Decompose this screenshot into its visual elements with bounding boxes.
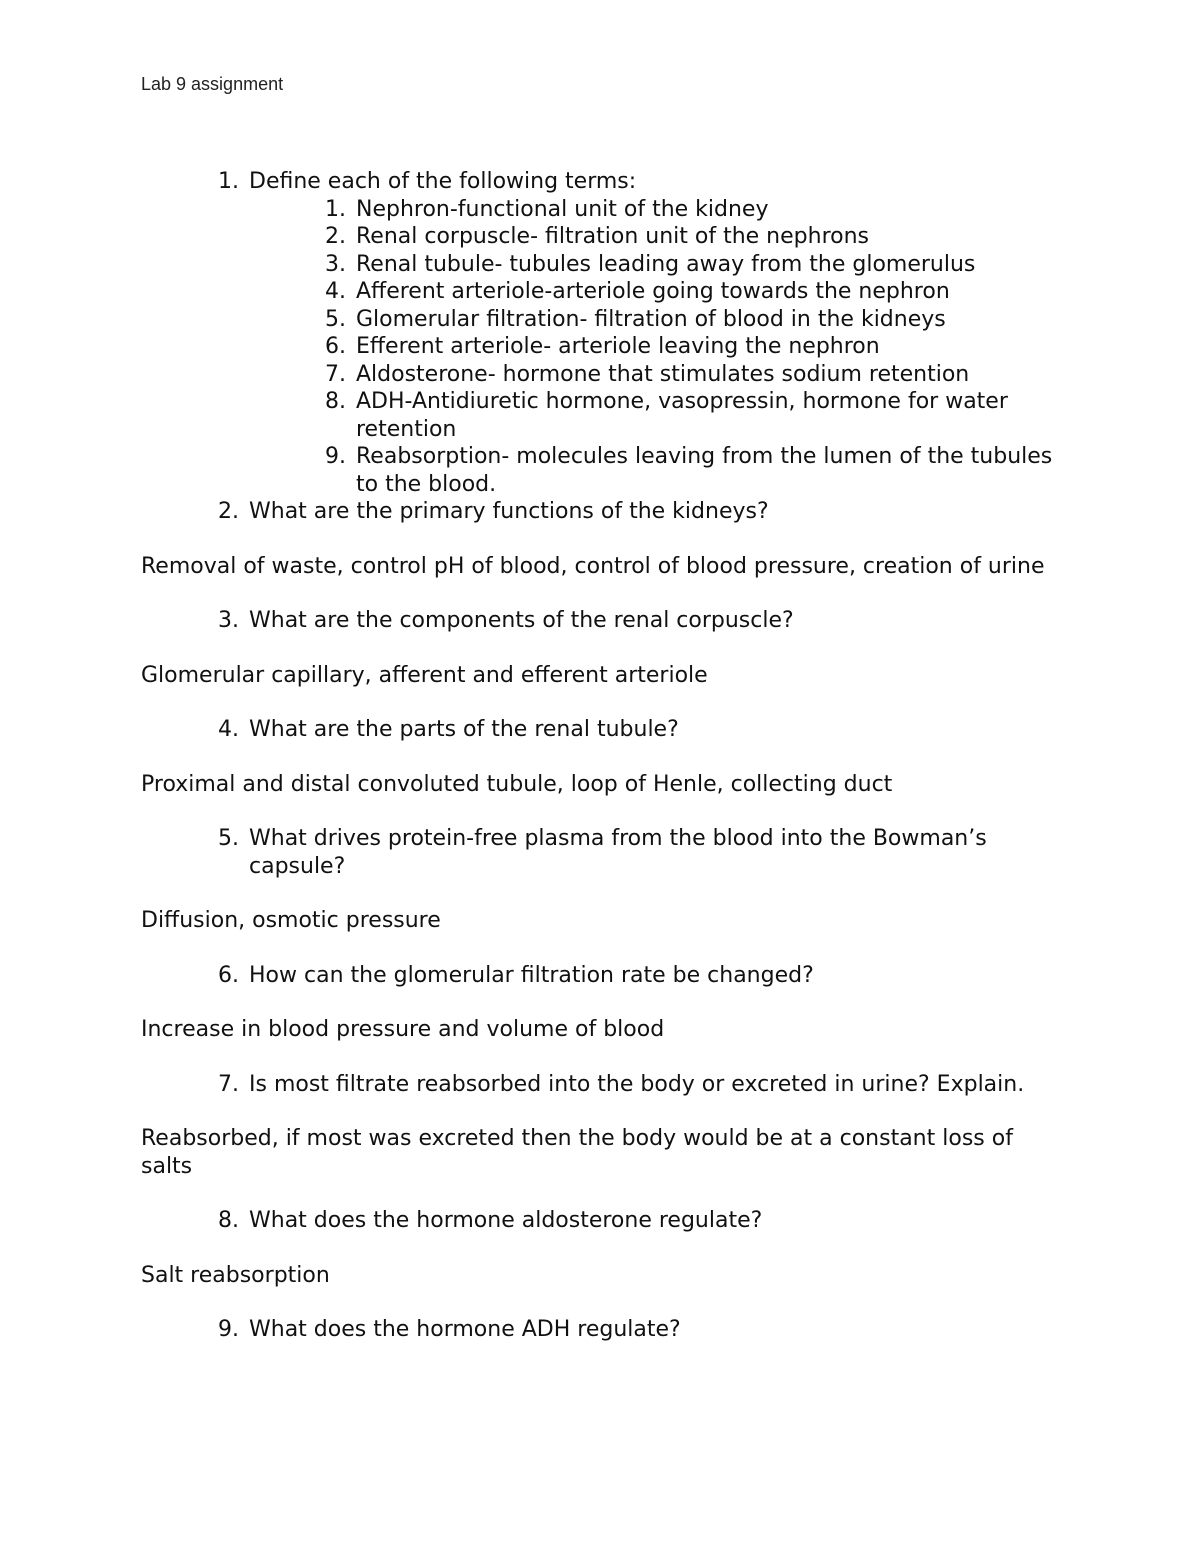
term-text: Afferent arteriole-arteriole going towards the nephron — [356, 279, 950, 304]
term-text: Renal corpuscle- filtration unit of the nephrons — [356, 224, 869, 249]
document-body — [0, 168, 1200, 1344]
question-3 — [0, 607, 1200, 635]
spacer — [0, 798, 1200, 825]
term-number: 5. — [325, 306, 346, 332]
spacer — [0, 580, 1200, 607]
spacer — [0, 989, 1200, 1016]
term-item — [0, 306, 1200, 334]
answer-7: Reabsorbed, if most was excreted then the body would be at a constant loss of salts — [141, 1126, 1013, 1179]
answer-8: Salt reabsorption — [141, 1262, 330, 1288]
term-number: 9. — [325, 444, 346, 469]
question-text: How can the glomerular filtration rate be changed? — [249, 962, 814, 988]
term-number: 3. — [325, 251, 346, 277]
question-number: 3. — [218, 608, 239, 633]
question-text: Define each of the following terms: — [249, 169, 637, 194]
term-number: 8. — [325, 389, 346, 414]
question-text: What does the hormone ADH regulate? — [249, 1317, 681, 1342]
answer-3: Glomerular capillary, afferent and efferent arteriole — [141, 662, 708, 688]
question-6 — [0, 962, 1200, 990]
spacer — [0, 1180, 1200, 1207]
answer-6: Increase in blood pressure and volume of blood — [141, 1017, 665, 1042]
term-item — [0, 333, 1200, 361]
answer-4: Proximal and distal convoluted tubule, loop of Henle, collecting duct — [141, 771, 893, 797]
answer-2: Removal of waste, control pH of blood, control of blood pressure, creation of urine — [141, 553, 1045, 579]
question-number: 8. — [218, 1208, 239, 1233]
term-item — [0, 251, 1200, 279]
term-item — [0, 278, 1200, 306]
question-8 — [0, 1207, 1200, 1235]
spacer — [0, 635, 1200, 662]
question-number: 1. — [218, 169, 239, 194]
term-number: 2. — [325, 224, 346, 249]
question-5 — [0, 825, 1200, 880]
question-2 — [0, 498, 1200, 526]
term-item — [0, 443, 1200, 498]
question-text: What are the components of the renal corpuscle? — [249, 608, 794, 633]
spacer — [0, 689, 1200, 716]
answer-5: Diffusion, osmotic pressure — [141, 908, 441, 933]
term-text: Nephron-functional unit of the kidney — [356, 196, 769, 222]
spacer — [0, 1235, 1200, 1262]
question-text: What are the parts of the renal tubule? — [249, 717, 679, 742]
question-7 — [0, 1071, 1200, 1099]
spacer — [0, 1044, 1200, 1071]
term-text: Aldosterone- hormone that stimulates sodium retention — [356, 361, 970, 387]
question-1 — [0, 168, 1200, 196]
spacer — [0, 744, 1200, 771]
question-text: What does the hormone aldosterone regulate? — [249, 1208, 763, 1233]
spacer — [0, 1098, 1200, 1125]
question-number: 9. — [218, 1317, 239, 1342]
term-item — [0, 223, 1200, 251]
term-text: ADH-Antidiuretic hormone, vasopressin, hormone for water retention — [356, 389, 1008, 442]
question-9 — [0, 1316, 1200, 1344]
term-text: Glomerular filtration- filtration of blood in the kidneys — [356, 306, 946, 332]
term-item — [0, 196, 1200, 224]
question-number: 7. — [218, 1071, 239, 1097]
document-header: Lab 9 assignment — [141, 74, 284, 94]
question-number: 2. — [218, 499, 239, 524]
term-number: 7. — [325, 361, 346, 387]
term-item — [0, 361, 1200, 389]
question-text: Is most filtrate reabsorbed into the body or excreted in urine? Explain. — [249, 1071, 1025, 1097]
spacer — [0, 526, 1200, 553]
question-number: 4. — [218, 717, 239, 742]
spacer — [0, 880, 1200, 907]
term-number: 1. — [325, 196, 346, 222]
term-text: Reabsorption- molecules leaving from the lumen of the tubules to the blood. — [356, 444, 1053, 497]
term-number: 6. — [325, 334, 346, 359]
term-text: Efferent arteriole- arteriole leaving the nephron — [356, 334, 880, 359]
term-number: 4. — [325, 279, 346, 304]
question-text: What drives protein-free plasma from the blood into the Bowman’s capsule? — [249, 826, 987, 879]
spacer — [0, 935, 1200, 962]
question-number: 6. — [218, 962, 239, 988]
term-item — [0, 388, 1200, 443]
question-4 — [0, 716, 1200, 744]
question-number: 5. — [218, 826, 239, 851]
question-text: What are the primary functions of the kidneys? — [249, 499, 769, 524]
spacer — [0, 1289, 1200, 1316]
term-text: Renal tubule- tubules leading away from the glomerulus — [356, 251, 976, 277]
